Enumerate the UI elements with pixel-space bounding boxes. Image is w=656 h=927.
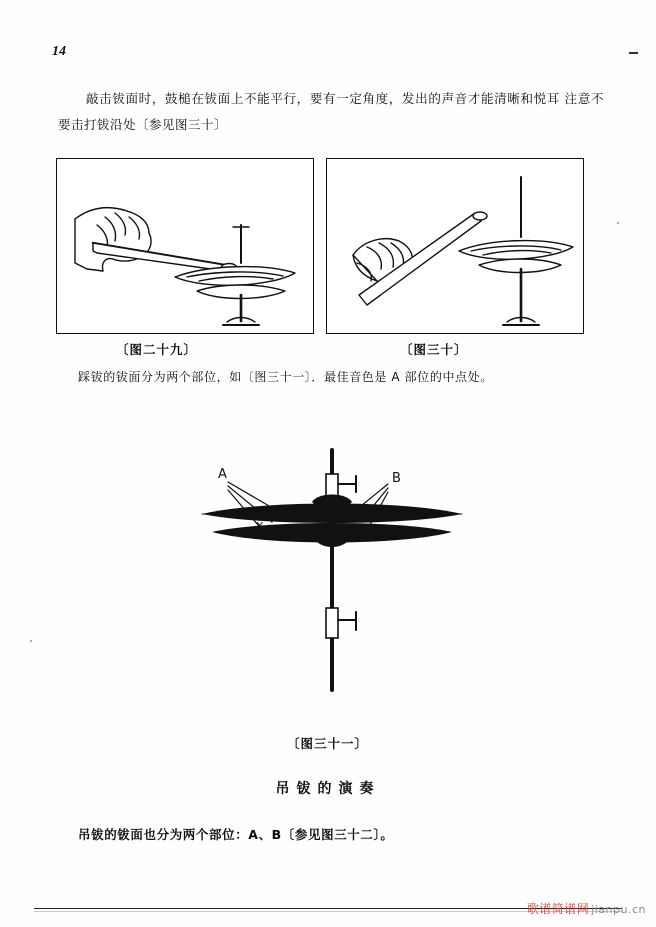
- watermark: [527, 900, 646, 917]
- paragraph-two: 踩钹的钹面分为两个部位，如〔图三十一〕．最佳音色是 A 部位的中点处。: [78, 370, 493, 384]
- label-x: X: [256, 520, 264, 533]
- figure-twenty-nine: [56, 158, 314, 334]
- figure-caption-30: 〔图三十〕: [400, 342, 468, 357]
- label-b: B: [392, 471, 401, 486]
- cross-section-svg: [160, 440, 500, 730]
- label-a: A: [218, 467, 227, 482]
- figure-caption-29: 〔图二十九〕: [116, 342, 198, 357]
- watermark-cn: 歌谱简谱网: [526, 902, 590, 916]
- paragraph-three: 吊钹的钹面也分为两个部位：A、B〔参见图三十二〕。: [78, 827, 394, 842]
- hi-hat-cross-section-diagram: [160, 440, 500, 730]
- paragraph-one: 敲击钹面时，鼓槌在钹面上不能平行，要有一定角度，发出的声音才能清晰和悦耳 注意不要击打钹沿处〔参见图三十〕: [58, 91, 604, 132]
- figure-thirty: [326, 158, 584, 334]
- corner-tick-mark: [629, 52, 638, 54]
- hi-hat-strike-illustration-right: [327, 159, 582, 332]
- figure-row: [56, 158, 596, 336]
- page-number: 14: [52, 44, 66, 59]
- scan-speck: [30, 640, 32, 642]
- scan-speck: [617, 222, 619, 224]
- section-heading: 吊钹的演奏: [275, 781, 381, 797]
- figure-caption-31: 〔图三十一〕: [287, 736, 369, 751]
- hi-hat-strike-illustration-left: [57, 159, 312, 332]
- watermark-en: jianpu.cn: [591, 903, 646, 916]
